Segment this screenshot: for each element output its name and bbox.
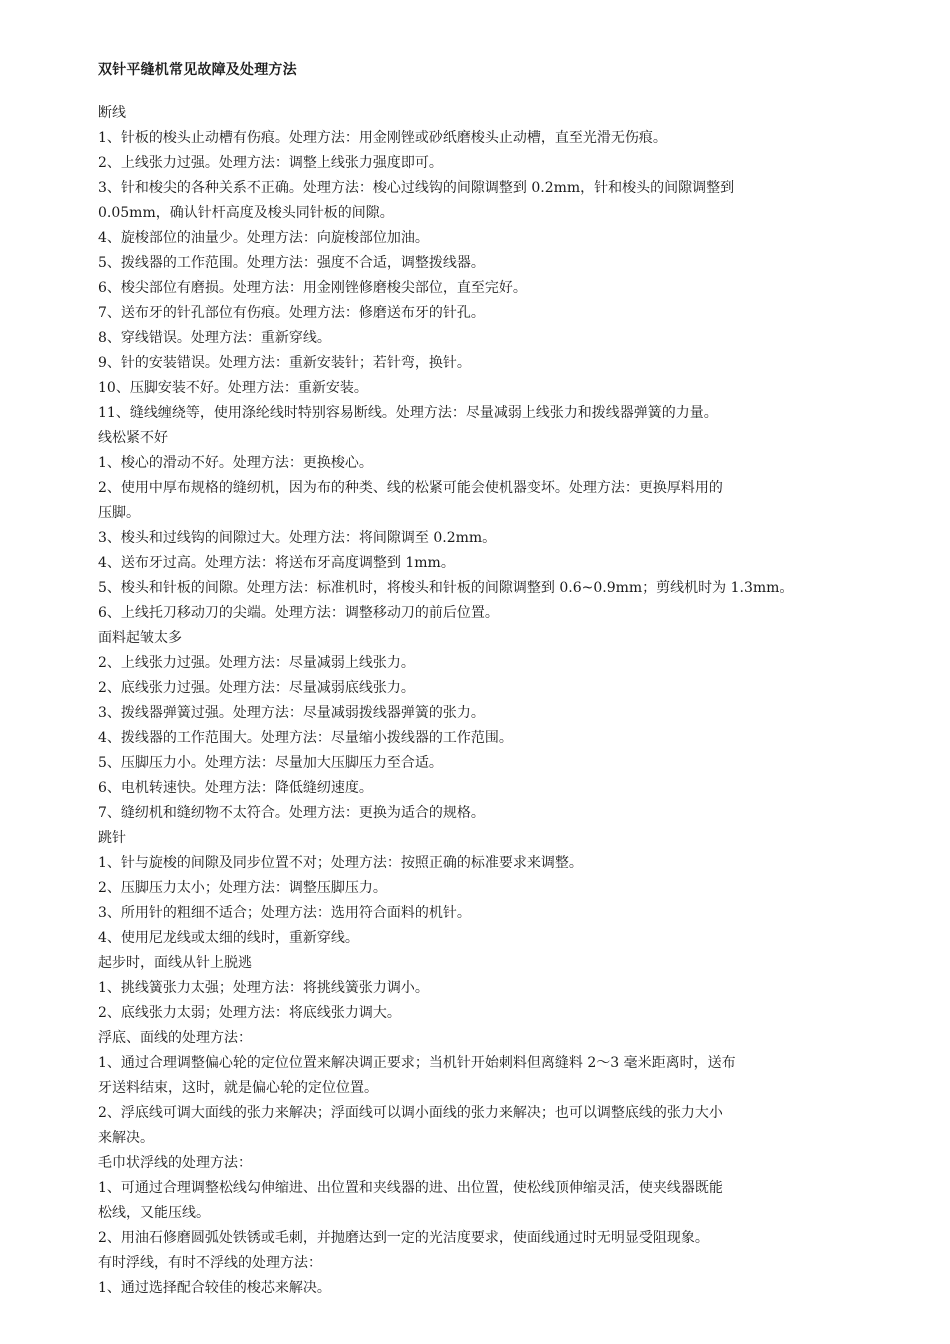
text-line: 6、梭尖部位有磨损。处理方法：用金刚锉修磨梭尖部位，直至完好。	[98, 280, 527, 296]
text-line: 4、旋梭部位的油量少。处理方法：向旋梭部位加油。	[98, 230, 429, 246]
text-line: 有时浮线，有时不浮线的处理方法：	[98, 1255, 322, 1271]
text-line: 跳针	[98, 830, 126, 846]
text-line: 2、浮底线可调大面线的张力来解决；浮面线可以调小面线的张力来解决；也可以调整底线的张力大小	[98, 1105, 723, 1121]
text-line: 1、通过合理调整偏心轮的定位位置来解决调正要求；当机针开始刺料但离缝料 2～3 毫米距离时，送布	[98, 1055, 736, 1071]
text-line: 5、压脚压力小。处理方法：尽量加大压脚压力至合适。	[98, 755, 443, 771]
text-line: 2、用油石修磨圆弧处铁锈或毛刺，并抛磨达到一定的光洁度要求，使面线通过时无明显受阻现象。	[98, 1230, 709, 1246]
text-line: 2、底线张力太弱；处理方法：将底线张力调大。	[98, 1005, 401, 1021]
text-line: 牙送料结束，这时，就是偏心轮的定位位置。	[98, 1080, 378, 1096]
text-line: 4、使用尼龙线或太细的线时，重新穿线。	[98, 930, 359, 946]
text-line: 线松紧不好	[98, 430, 168, 446]
text-line: 5、拨线器的工作范围。处理方法：强度不合适，调整拨线器。	[98, 255, 485, 271]
text-line: 3、梭头和过线钩的间隙过大。处理方法：将间隙调至 0.2mm。	[98, 530, 497, 546]
text-line: 面料起皱太多	[98, 630, 182, 646]
text-line: 浮底、面线的处理方法：	[98, 1030, 252, 1046]
text-line: 起步时，面线从针上脱逃	[98, 955, 252, 971]
document-page	[98, 60, 858, 1301]
text-line: 2、使用中厚布规格的缝纫机，因为布的种类、线的松紧可能会使机器变坏。处理方法：更换厚料用的	[98, 480, 723, 496]
text-line: 毛巾状浮线的处理方法：	[98, 1155, 252, 1171]
text-line: 1、针板的梭头止动槽有伤痕。处理方法：用金刚锉或砂纸磨梭头止动槽，直至光滑无伤痕。	[98, 130, 667, 146]
text-line: 3、拨线器弹簧过强。处理方法：尽量减弱拨线器弹簧的张力。	[98, 705, 485, 721]
text-line: 2、上线张力过强。处理方法：尽量减弱上线张力。	[98, 655, 415, 671]
text-line: 5、梭头和针板的间隙。处理方法：标准机时，将梭头和针板的间隙调整到 0.6~0.9mm；剪线机时为 1.3mm。	[98, 580, 794, 596]
text-line: 7、缝纫机和缝纫物不太符合。处理方法：更换为适合的规格。	[98, 805, 485, 821]
text-line: 1、可通过合理调整松线勾伸缩进、出位置和夹线器的进、出位置，使松线顶伸缩灵活，使夹线器既能	[98, 1180, 723, 1196]
text-line: 6、电机转速快。处理方法：降低缝纫速度。	[98, 780, 373, 796]
text-line: 0.05mm，确认针杆高度及梭头同针板的间隙。	[98, 205, 394, 221]
text-line: 松线，又能压线。	[98, 1205, 210, 1221]
text-line: 10、压脚安装不好。处理方法：重新安装。	[98, 380, 368, 396]
text-line: 8、穿线错误。处理方法：重新穿线。	[98, 330, 331, 346]
text-line: 11、缝线缠绕等，使用涤纶线时特别容易断线。处理方法：尽量减弱上线张力和拨线器弹簧的力量。	[98, 405, 718, 421]
text-line: 来解决。	[98, 1130, 154, 1146]
text-line: 3、所用针的粗细不适合；处理方法：选用符合面料的机针。	[98, 905, 471, 921]
text-line: 2、上线张力过强。处理方法：调整上线张力强度即可。	[98, 155, 443, 171]
text-line: 1、挑线簧张力太强；处理方法：将挑线簧张力调小。	[98, 980, 429, 996]
text-line: 1、通过选择配合较佳的梭芯来解决。	[98, 1280, 331, 1296]
text-line: 1、针与旋梭的间隙及同步位置不对；处理方法：按照正确的标准要求来调整。	[98, 855, 583, 871]
document-title: 双针平缝机常见故障及处理方法	[98, 62, 297, 78]
text-line: 6、上线托刀移动刀的尖端。处理方法：调整移动刀的前后位置。	[98, 605, 499, 621]
document-body	[98, 101, 858, 1301]
text-line: 断线	[98, 105, 126, 121]
text-line: 1、梭心的滑动不好。处理方法：更换梭心。	[98, 455, 373, 471]
text-line: 7、送布牙的针孔部位有伤痕。处理方法：修磨送布牙的针孔。	[98, 305, 485, 321]
text-line: 2、底线张力过强。处理方法：尽量减弱底线张力。	[98, 680, 415, 696]
text-line: 2、压脚压力太小；处理方法：调整压脚压力。	[98, 880, 387, 896]
text-line: 9、针的安装错误。处理方法：重新安装针；若针弯，换针。	[98, 355, 471, 371]
text-line: 3、针和梭尖的各种关系不正确。处理方法：梭心过线钩的间隙调整到 0.2mm，针和梭头的间隙调整到	[98, 180, 735, 196]
text-line: 压脚。	[98, 505, 140, 521]
text-line: 4、拨线器的工作范围大。处理方法：尽量缩小拨线器的工作范围。	[98, 730, 513, 746]
text-line: 4、送布牙过高。处理方法：将送布牙高度调整到 1mm。	[98, 555, 455, 571]
